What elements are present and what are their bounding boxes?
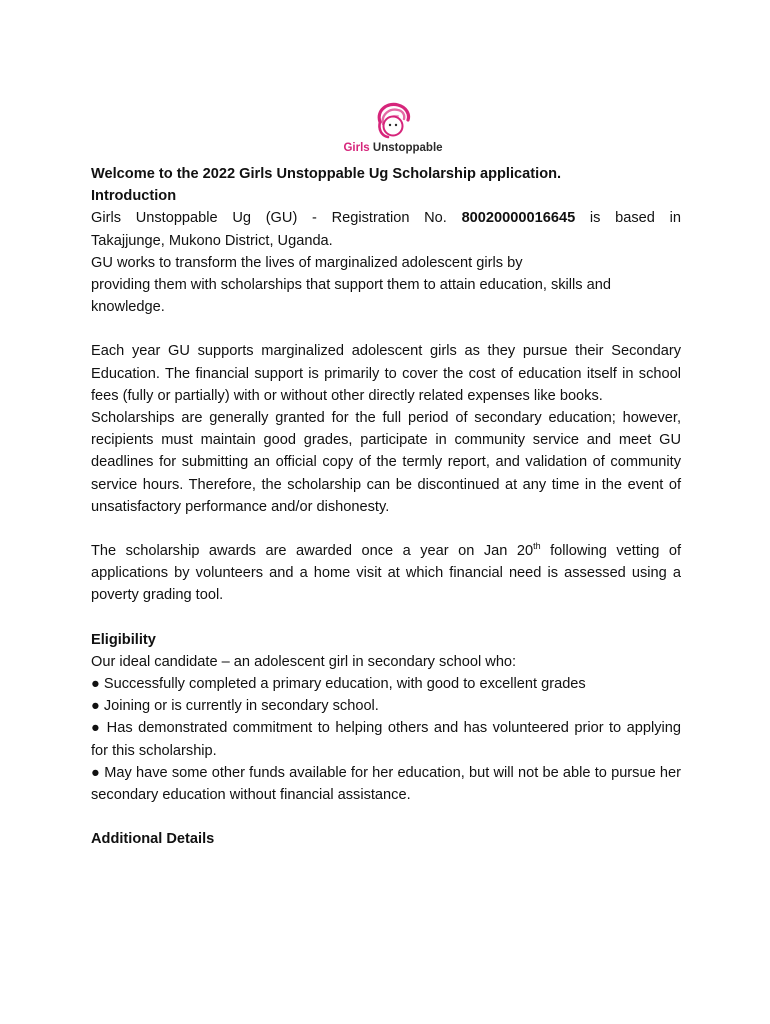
- eligibility-intro: Our ideal candidate – an adolescent girl in secondary school who:: [91, 653, 517, 670]
- registration-prefix: Girls Unstoppable Ug (GU) - Registration No.: [91, 210, 447, 227]
- eligibility-heading: Eligibility: [91, 631, 156, 648]
- introduction-heading: Introduction: [91, 188, 177, 205]
- eligibility-bullet: ● Successfully completed a primary education, with good to excellent grades: [91, 673, 681, 695]
- support-paragraph: Each year GU supports marginalized adolescent girls as they pursue their Secondary Education. The financial support is primarily to cover the cost of education itself in school fees (fully or partially) with or without other directly related expenses like books.: [91, 343, 681, 404]
- eligibility-bullet: ● Has demonstrated commitment to helping others and has volunteered prior to applying for this scholarship.: [91, 717, 681, 761]
- eligibility-bullet: ● Joining or is currently in secondary school.: [91, 695, 681, 717]
- welcome-heading: Welcome to the 2022 Girls Unstoppable Ug Scholarship application.: [91, 166, 562, 182]
- brand-logo: [333, 100, 453, 160]
- awards-text-a: The scholarship awards are awarded once a year on Jan 20: [91, 543, 534, 560]
- girl-face-logo-icon: [372, 100, 414, 140]
- brand-wordmark: [333, 142, 453, 154]
- awards-paragraph: [91, 540, 681, 607]
- registration-line: [91, 207, 681, 229]
- mission-continued: providing them with scholarships that support them to attain education, skills and knowledge.: [91, 277, 611, 316]
- location-line: Takajjunge, Mukono District, Uganda.: [91, 232, 333, 249]
- document-body: [91, 163, 681, 850]
- mission-line: GU works to transform the lives of marginalized adolescent girls by: [91, 254, 523, 271]
- awards-text-b: following vetting of applications by volunteers and a home visit at which financial need is assessed using a poverty grading tool.: [91, 543, 681, 604]
- awards-superscript: th: [533, 541, 541, 552]
- brand-wordmark-first: Girls: [343, 142, 370, 154]
- grant-paragraph: Scholarships are generally granted for the full period of secondary education; however, recipients must maintain good grades, participate in community service and meet GU deadlines for submitting an official copy of the termly report, and validation of community service hours. Therefore, the scholarship can be discontinued at any time in the event of unsatisfactory performance and/or dishonesty.: [91, 410, 681, 515]
- eligibility-bullet: ● May have some other funds available for her education, but will not be able to pursue her secondary education without financial assistance.: [91, 762, 681, 806]
- additional-details-heading: Additional Details: [91, 831, 215, 848]
- registration-suffix: is based in: [589, 210, 681, 227]
- brand-wordmark-second: Unstoppable: [372, 142, 443, 154]
- registration-number: 80020000016645: [461, 210, 576, 227]
